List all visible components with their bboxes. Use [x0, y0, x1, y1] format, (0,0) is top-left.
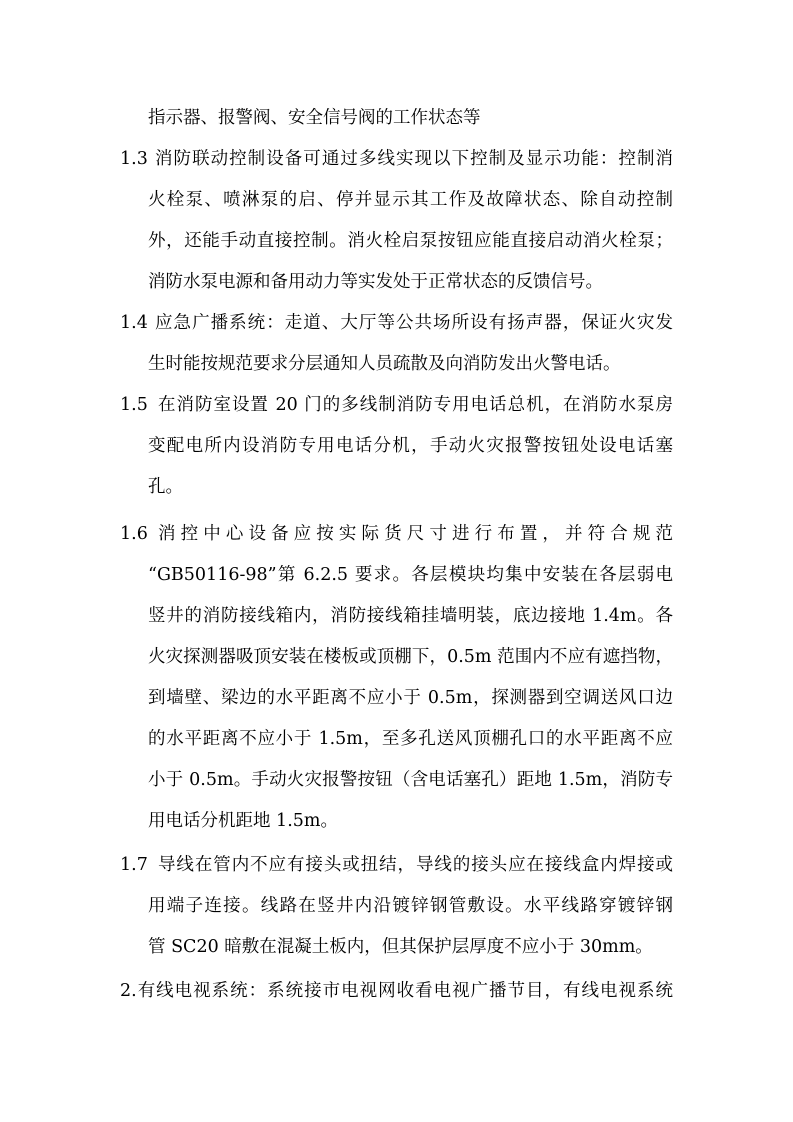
text-line: 火栓泵、喷淋泵的启、停并显示其工作及故障状态、除自动控制 [148, 190, 673, 210]
text-line: “GB50116-98”第 6.2.5 要求。各层模块均集中安装在各层弱电 [148, 565, 673, 585]
text-line: 生时能按规范要求分层通知人员疏散及向消防发出火警电话。 [148, 354, 621, 374]
item-number: 1.3 [120, 149, 148, 169]
text-line: 导线在管内不应有接头或扭结，导线的接头应在接线盒内焊接或 [158, 855, 673, 875]
text-line: 的水平距离不应小于 1.5m，至多孔送风顶棚孔口的水平距离不应 [148, 729, 673, 749]
text-line: 消防联动控制设备可通过多线实现以下控制及显示功能：控制消 [155, 149, 673, 169]
text-line: 用电话分机距地 1.5m。 [148, 811, 338, 831]
paragraph-continuation: 指示器、报警阀、安全信号阀的工作状态等 [148, 108, 481, 128]
item-number: 1.6 [120, 524, 148, 544]
item-number: 1.4 [120, 313, 148, 333]
item-number: 1.5 [120, 395, 148, 415]
text-line: 到墙壁、梁边的水平距离不应小于 0.5m，探测器到空调送风口边 [148, 688, 673, 708]
text-line: 竖井的消防接线箱内，消防接线箱挂墙明装，底边接地 1.4m。各 [148, 606, 673, 626]
text-line: 管 SC20 暗敷在混凝土板内，但其保护层厚度不应小于 30mm。 [148, 937, 653, 957]
list-item-1-7 [0, 845, 793, 885]
text-line: 用端子连接。线路在竖井内沿镀锌钢管敷设。水平线路穿镀锌钢 [148, 896, 673, 916]
list-item-2 [0, 971, 793, 1011]
text-line: 消控中心设备应按实际货尺寸进行布置，并符合规范 [158, 524, 673, 544]
list-item-1-5 [0, 385, 793, 425]
text-line: 火灾探测器吸顶安装在楼板或顶棚下，0.5m 范围内不应有遮挡物， [148, 647, 673, 667]
list-item-1-3 [0, 139, 793, 179]
text-line: 小于 0.5m。手动火灾报警按钮（含电话塞孔）距地 1.5m，消防专 [148, 770, 673, 790]
list-item-1-6 [0, 514, 793, 554]
item-number: 1.7 [120, 855, 148, 875]
text-line: 变配电所内设消防专用电话分机，手动火灾报警按钮处设电话塞 [148, 436, 673, 456]
text-line: 消防水泵电源和备用动力等实发处于正常状态的反馈信号。 [148, 272, 603, 292]
text-line: 孔。 [148, 477, 183, 497]
text-line: 在消防室设置 20 门的多线制消防专用电话总机，在消防水泵房 [158, 395, 673, 415]
text-line: 外，还能手动直接控制。消火栓启泵按钮应能直接启动消火栓泵； [148, 231, 673, 251]
text-line: 2.有线电视系统：系统接市电视网收看电视广播节目，有线电视系统 [120, 981, 673, 1001]
list-item-1-4 [0, 303, 793, 343]
text-line: 应急广播系统：走道、大厅等公共场所设有扬声器，保证火灾发 [155, 313, 673, 333]
text-line [0, 98, 793, 138]
